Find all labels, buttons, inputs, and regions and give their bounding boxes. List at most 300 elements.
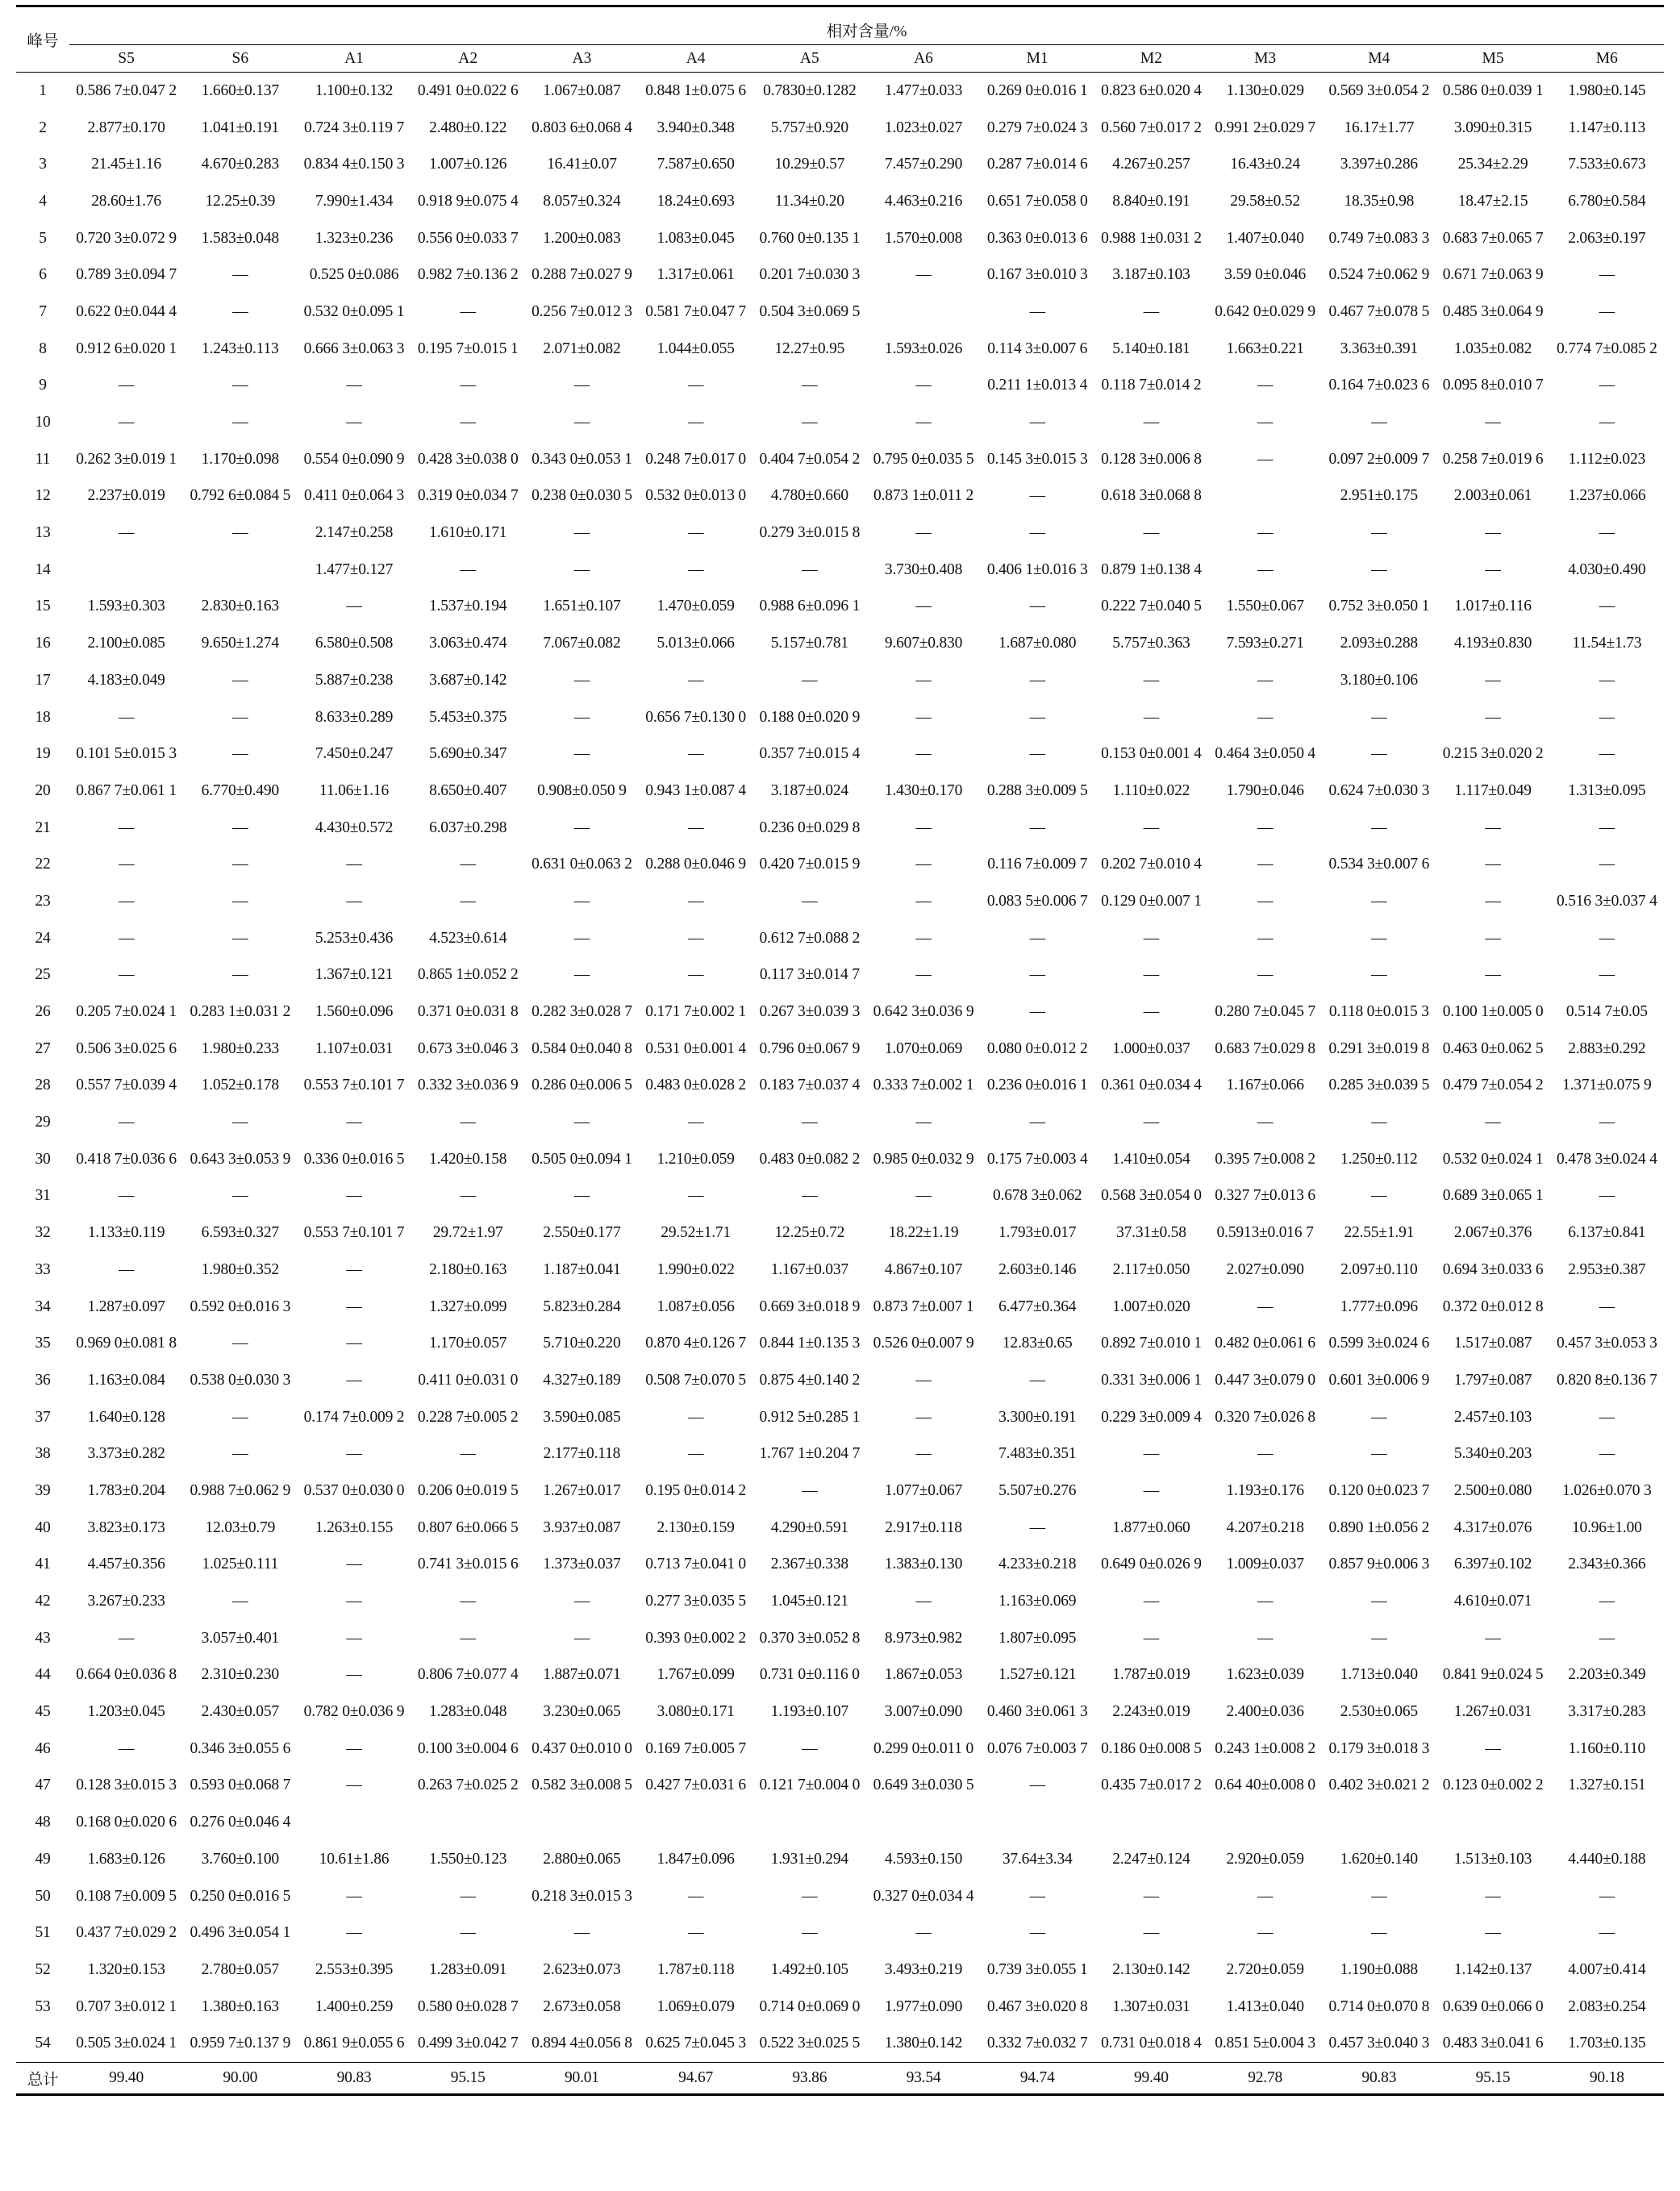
value-cell: — [915, 1445, 932, 1463]
value-cell: 0.279 7±0.024 3 [986, 119, 1088, 136]
value-cell: 0.599 3±0.024 6 [1328, 1335, 1430, 1352]
peak-number-cell: 13 [35, 524, 51, 542]
peak-number-cell: 17 [35, 671, 51, 689]
peak-number-cell: 51 [35, 1924, 51, 1942]
value-cell: 0.267 3±0.039 3 [759, 1003, 861, 1021]
value-cell: 0.531 0±0.001 4 [645, 1039, 746, 1057]
value-cell: — [1143, 302, 1160, 320]
value-cell: 2.553±0.395 [315, 1960, 394, 1978]
value-cell: 1.683±0.126 [87, 1850, 165, 1868]
value-cell: 0.164 7±0.023 6 [1328, 377, 1430, 394]
column-header-s5: S5 [69, 45, 183, 73]
value-cell: — [232, 819, 248, 836]
value-cell: — [1485, 671, 1501, 689]
value-cell: 0.894 4±0.056 8 [532, 2035, 632, 2052]
value-cell: 3.363±0.391 [1340, 339, 1418, 357]
peak-number-cell: 39 [35, 1481, 51, 1499]
value-cell: 0.186 0±0.008 5 [1101, 1739, 1202, 1757]
value-cell: 1.267±0.017 [543, 1481, 621, 1499]
value-cell [866, 1804, 980, 1841]
value-cell: 2.500±0.080 [1453, 1481, 1532, 1499]
value-cell: 0.774 7±0.085 2 [1556, 339, 1657, 357]
value-cell: 1.327±0.151 [1568, 1777, 1646, 1794]
value-cell: 22.55±1.91 [1344, 1224, 1415, 1242]
value-cell: 2.063±0.197 [1568, 229, 1646, 247]
value-cell: — [232, 377, 248, 394]
value-cell: — [346, 1593, 362, 1610]
value-cell: — [1029, 819, 1045, 836]
value-cell: 3.090±0.315 [1453, 119, 1532, 136]
value-cell: 1.713±0.040 [1340, 1666, 1418, 1684]
value-cell: — [687, 819, 704, 836]
value-cell: 0.129 0±0.007 1 [1101, 892, 1202, 910]
value-cell: 0.457 3±0.040 3 [1328, 2035, 1430, 2052]
peak-number-cell: 31 [35, 1187, 51, 1205]
value-cell: 0.283 1±0.031 2 [190, 1003, 291, 1021]
value-cell: — [1599, 1408, 1615, 1426]
value-cell: 0.514 7±0.05 [1565, 1003, 1648, 1021]
table-row [16, 552, 1664, 589]
value-cell: 0.168 0±0.020 6 [76, 1814, 177, 1831]
value-cell: 1.373±0.037 [543, 1556, 621, 1573]
total-value-cell: 95.15 [1436, 2063, 1549, 2095]
value-cell: — [346, 856, 362, 873]
value-cell: — [1257, 856, 1274, 873]
value-cell: — [232, 745, 248, 763]
value-cell: 0.624 7±0.030 3 [1328, 781, 1430, 799]
value-cell: — [1371, 560, 1387, 578]
value-cell: 2.310±0.230 [201, 1666, 279, 1684]
value-cell: 1.323±0.236 [315, 229, 394, 247]
value-cell: 1.980±0.352 [201, 1260, 279, 1278]
value-cell: — [232, 1335, 248, 1352]
peak-number-cell: 27 [35, 1039, 51, 1057]
value-cell: 0.457 3±0.053 3 [1556, 1335, 1657, 1352]
value-cell: 1.477±0.033 [884, 81, 963, 99]
peak-number-cell: 16 [35, 635, 51, 652]
value-cell: 0.332 3±0.036 9 [417, 1077, 519, 1094]
value-cell: 1.267±0.031 [1453, 1703, 1532, 1721]
value-cell: — [1143, 1003, 1160, 1021]
value-cell: 0.215 3±0.020 2 [1442, 745, 1544, 763]
value-cell: 11.06±1.16 [319, 781, 389, 799]
value-cell: — [118, 1114, 135, 1131]
value-cell: — [915, 1187, 932, 1205]
peak-number-cell: 4 [39, 192, 47, 210]
value-cell: 0.167 3±0.010 3 [986, 266, 1088, 284]
value-cell: — [346, 1739, 362, 1757]
column-header-m2: M2 [1094, 45, 1208, 73]
value-cell: 0.114 3±0.007 6 [987, 339, 1088, 357]
value-cell: 8.840±0.191 [1112, 192, 1190, 210]
value-cell: 0.988 6±0.096 1 [759, 598, 861, 615]
value-cell: 0.643 3±0.053 9 [190, 1150, 291, 1168]
value-cell: 1.041±0.191 [201, 119, 279, 136]
value-cell: 3.730±0.408 [884, 560, 963, 578]
value-cell: 7.533±0.673 [1568, 156, 1646, 173]
value-cell: — [346, 1666, 362, 1684]
value-cell: 0.553 7±0.101 7 [303, 1224, 405, 1242]
table-row [16, 993, 1664, 1031]
value-cell: 0.101 5±0.015 3 [76, 745, 177, 763]
value-cell: — [1029, 1518, 1045, 1536]
value-cell: 2.917±0.118 [885, 1518, 962, 1536]
value-cell: 1.513±0.103 [1453, 1850, 1532, 1868]
value-cell: — [1599, 1924, 1615, 1942]
value-cell: — [346, 1114, 362, 1131]
table-row [16, 1325, 1664, 1362]
value-cell: — [1371, 1924, 1387, 1942]
value-cell: 2.550±0.177 [543, 1224, 621, 1242]
value-cell: 0.678 3±0.062 [992, 1187, 1082, 1205]
value-cell: 7.450±0.247 [315, 745, 394, 763]
value-cell: 1.407±0.040 [1226, 229, 1304, 247]
value-cell: 0.276 0±0.046 4 [190, 1814, 291, 1831]
value-cell: 0.625 7±0.045 3 [645, 2035, 746, 2052]
value-cell: — [915, 929, 932, 947]
value-cell: — [1029, 966, 1045, 984]
value-cell: 8.057±0.324 [543, 192, 621, 210]
total-label: 总计 [16, 2063, 69, 2095]
value-cell: 1.550±0.067 [1226, 598, 1304, 615]
value-cell: — [1599, 1593, 1615, 1610]
value-cell: — [118, 524, 135, 542]
value-cell: — [1485, 524, 1501, 542]
value-cell: 1.651±0.107 [543, 598, 621, 615]
value-cell: — [232, 1114, 248, 1131]
value-cell: 2.071±0.082 [543, 339, 621, 357]
value-cell: 0.803 6±0.068 4 [532, 119, 632, 136]
value-cell: — [687, 745, 704, 763]
value-cell: 0.988 1±0.031 2 [1101, 229, 1202, 247]
value-cell: 0.857 9±0.006 3 [1328, 1556, 1430, 1573]
value-cell: — [1485, 856, 1501, 873]
value-cell: 2.830±0.163 [201, 598, 279, 615]
value-cell: 1.790±0.046 [1226, 781, 1304, 799]
table-row [16, 883, 1664, 920]
table-row [16, 294, 1664, 331]
value-cell: 2.883±0.292 [1568, 1039, 1646, 1057]
value-cell: 0.404 7±0.054 2 [759, 450, 861, 468]
value-cell: — [1143, 708, 1160, 726]
value-cell: — [1143, 1629, 1160, 1647]
value-cell: 3.063±0.474 [429, 635, 507, 652]
value-cell: 0.116 7±0.009 7 [987, 856, 1088, 873]
value-cell: — [915, 892, 932, 910]
peak-number-cell: 36 [35, 1371, 51, 1389]
value-cell: 0.534 3±0.007 6 [1328, 856, 1430, 873]
value-cell: — [1599, 1114, 1615, 1131]
value-cell: 0.618 3±0.068 8 [1101, 487, 1202, 505]
value-cell: 3.940±0.348 [657, 119, 735, 136]
value-cell [525, 1804, 639, 1841]
value-cell: 0.823 6±0.020 4 [1101, 81, 1202, 99]
value-cell: 1.550±0.123 [429, 1850, 507, 1868]
value-cell: 1.147±0.113 [1568, 119, 1646, 136]
value-cell: 0.145 3±0.015 3 [986, 450, 1088, 468]
value-cell: 0.612 7±0.088 2 [759, 929, 861, 947]
value-cell: — [460, 892, 476, 910]
value-cell: 1.052±0.178 [201, 1077, 279, 1094]
value-cell: — [687, 524, 704, 542]
value-cell: 0.601 3±0.006 9 [1328, 1371, 1430, 1389]
value-cell: 0.128 3±0.006 8 [1101, 450, 1202, 468]
value-cell [297, 1804, 411, 1841]
table-row [16, 810, 1664, 847]
value-cell: — [1485, 1629, 1501, 1647]
value-cell: 2.953±0.387 [1568, 1260, 1646, 1278]
value-cell: 1.107±0.031 [315, 1039, 394, 1057]
value-cell: 0.683 7±0.065 7 [1442, 229, 1544, 247]
value-cell: — [1257, 1629, 1274, 1647]
value-cell: 18.22±1.19 [888, 1224, 959, 1242]
value-cell: 0.651 7±0.058 0 [986, 192, 1088, 210]
value-cell: 1.142±0.137 [1453, 1960, 1532, 1978]
table-row [16, 2025, 1664, 2062]
value-cell: 5.253±0.436 [315, 929, 394, 947]
value-cell: 4.523±0.614 [429, 929, 507, 947]
value-cell: 0.402 3±0.021 2 [1328, 1777, 1430, 1794]
value-cell: 1.400±0.259 [315, 1997, 394, 2015]
value-cell: 16.43±0.24 [1230, 156, 1300, 173]
value-cell: 6.037±0.298 [429, 819, 507, 836]
value-cell: — [1257, 450, 1274, 468]
value-cell: 0.437 7±0.029 2 [76, 1924, 177, 1942]
table-row [16, 1362, 1664, 1399]
value-cell: — [1143, 1445, 1160, 1463]
value-cell: — [1599, 819, 1615, 836]
value-cell: 1.593±0.026 [884, 339, 963, 357]
value-cell: — [802, 377, 818, 394]
value-cell: 1.420±0.158 [429, 1150, 507, 1168]
value-cell: 1.023±0.027 [884, 119, 963, 136]
value-cell: — [915, 598, 932, 615]
value-cell: 2.180±0.163 [429, 1260, 507, 1278]
value-cell: 0.873 7±0.007 1 [873, 1298, 974, 1315]
value-cell: 1.210±0.059 [657, 1150, 735, 1168]
value-cell: 0.870 4±0.126 7 [645, 1335, 746, 1352]
peak-number-cell: 6 [39, 266, 47, 284]
value-cell: 0.792 6±0.084 5 [190, 487, 291, 505]
value-cell: — [1143, 671, 1160, 689]
value-cell: 0.411 0±0.064 3 [304, 487, 404, 505]
peak-number-cell: 1 [39, 81, 47, 99]
value-cell: — [460, 414, 476, 431]
value-cell: — [1371, 966, 1387, 984]
value-cell: 1.243±0.113 [202, 339, 279, 357]
peak-number-cell: 50 [35, 1887, 51, 1905]
value-cell: 1.413±0.040 [1226, 1997, 1304, 2015]
value-cell: — [687, 377, 704, 394]
value-cell: 1.313±0.095 [1568, 781, 1646, 799]
value-cell: 0.256 7±0.012 3 [532, 302, 632, 320]
column-header-a6: A6 [866, 45, 980, 73]
value-cell: 0.664 0±0.036 8 [76, 1666, 177, 1684]
value-cell [1094, 1804, 1208, 1841]
value-cell: 0.642 0±0.029 9 [1215, 302, 1315, 320]
value-cell: 6.397±0.102 [1453, 1556, 1532, 1573]
value-cell: 0.483 0±0.082 2 [759, 1150, 861, 1168]
value-cell: 1.327±0.099 [429, 1298, 507, 1315]
value-cell: 1.133±0.119 [87, 1224, 165, 1242]
column-header-m6: M6 [1550, 45, 1664, 73]
value-cell: 0.100 1±0.005 0 [1442, 1003, 1544, 1021]
table-row [16, 1141, 1664, 1178]
value-cell: 3.187±0.103 [1112, 266, 1190, 284]
peak-number-cell: 14 [35, 560, 51, 578]
value-cell: 0.117 3±0.014 7 [759, 966, 860, 984]
value-cell: 0.982 7±0.136 2 [417, 266, 519, 284]
value-cell: — [915, 1593, 932, 1610]
peak-number-cell: 34 [35, 1298, 51, 1315]
value-cell: — [460, 302, 476, 320]
value-cell: — [1599, 1445, 1615, 1463]
column-header-m1: M1 [981, 45, 1094, 73]
value-cell: 0.714 0±0.069 0 [759, 1997, 861, 2015]
value-cell: 0.332 7±0.032 7 [986, 2035, 1088, 2052]
value-cell: 4.463±0.216 [884, 192, 963, 210]
table-row [16, 735, 1664, 773]
value-cell: 2.673±0.058 [543, 1997, 621, 2015]
value-cell: — [346, 598, 362, 615]
value-cell: — [232, 892, 248, 910]
value-cell: — [118, 929, 135, 947]
value-cell: — [1029, 1114, 1045, 1131]
column-header-a5: A5 [752, 45, 866, 73]
value-cell: — [232, 929, 248, 947]
value-cell: 0.205 7±0.024 1 [76, 1003, 177, 1021]
relative-content-table [16, 5, 1664, 2096]
peak-number-cell: 32 [35, 1224, 51, 1242]
value-cell: 4.867±0.107 [884, 1260, 963, 1278]
value-cell: 1.877±0.060 [1112, 1518, 1190, 1536]
value-cell: 0.671 7±0.063 9 [1442, 266, 1544, 284]
total-value-cell: 99.40 [69, 2063, 183, 2095]
value-cell: 0.861 9±0.055 6 [303, 2035, 405, 2052]
value-cell: 0.724 3±0.119 7 [304, 119, 404, 136]
value-cell: — [346, 892, 362, 910]
value-cell: — [1257, 671, 1274, 689]
value-cell: — [687, 671, 704, 689]
value-cell: 4.007±0.414 [1568, 1960, 1646, 1978]
value-cell: — [1029, 524, 1045, 542]
value-cell: 2.780±0.057 [201, 1960, 279, 1978]
value-cell: — [1485, 1924, 1501, 1942]
value-cell: — [1029, 598, 1045, 615]
value-cell: 0.760 0±0.135 1 [759, 229, 861, 247]
value-cell: 29.58±0.52 [1230, 192, 1300, 210]
value-cell: 0.464 3±0.050 4 [1215, 745, 1315, 763]
value-cell: — [1371, 745, 1387, 763]
value-cell: 1.130±0.029 [1226, 81, 1304, 99]
table-row [16, 1583, 1664, 1620]
value-cell: — [802, 671, 818, 689]
value-cell: 0.395 7±0.008 2 [1215, 1150, 1315, 1168]
value-cell: — [1257, 1924, 1274, 1942]
value-cell [866, 294, 980, 331]
value-cell: 0.169 7±0.005 7 [645, 1739, 746, 1757]
value-cell: 0.288 7±0.027 9 [532, 266, 632, 284]
peak-number-header: 峰号 [16, 6, 69, 73]
value-cell: — [1599, 1887, 1615, 1905]
value-cell: 0.560 7±0.017 2 [1101, 119, 1202, 136]
value-cell: — [346, 1335, 362, 1352]
value-cell: 0.851 5±0.004 3 [1215, 2035, 1315, 2052]
value-cell: 5.757±0.920 [770, 119, 848, 136]
column-header-m5: M5 [1436, 45, 1549, 73]
value-cell: 1.044±0.055 [657, 339, 735, 357]
value-cell [183, 552, 297, 589]
table-row [16, 1435, 1664, 1472]
value-cell: — [460, 1593, 476, 1610]
value-cell: 12.27±0.95 [774, 339, 845, 357]
value-cell: 0.372 0±0.012 8 [1442, 1298, 1544, 1315]
value-cell: 0.631 0±0.063 2 [532, 856, 632, 873]
table-row [16, 368, 1664, 405]
value-cell: — [232, 302, 248, 320]
value-cell: 3.590±0.085 [543, 1408, 621, 1426]
value-cell: 1.367±0.121 [315, 966, 394, 984]
value-cell: 0.437 0±0.010 0 [532, 1739, 632, 1757]
value-cell: 4.780±0.660 [770, 487, 848, 505]
value-cell: 0.123 0±0.002 2 [1442, 1777, 1544, 1794]
value-cell: — [573, 929, 590, 947]
value-cell: — [346, 1371, 362, 1389]
value-cell: — [1257, 929, 1274, 947]
value-cell: 1.980±0.145 [1568, 81, 1646, 99]
value-cell: 0.118 0±0.015 3 [1328, 1003, 1429, 1021]
value-cell: 0.714 0±0.070 8 [1328, 1997, 1430, 2015]
value-cell: — [1257, 708, 1274, 726]
value-cell: — [687, 1445, 704, 1463]
value-cell: — [460, 856, 476, 873]
value-cell: 0.262 3±0.019 1 [76, 450, 177, 468]
table-row [16, 1472, 1664, 1510]
value-cell: — [232, 414, 248, 431]
peak-number-cell: 38 [35, 1445, 51, 1463]
value-cell: — [802, 414, 818, 431]
value-cell: 0.097 2±0.009 7 [1328, 450, 1430, 468]
value-cell: — [346, 377, 362, 394]
value-cell: 0.782 0±0.036 9 [303, 1703, 405, 1721]
value-cell: 1.069±0.079 [657, 1997, 735, 2015]
column-header-a4: A4 [639, 45, 752, 73]
value-cell: 29.52±1.71 [661, 1224, 731, 1242]
value-cell: — [915, 708, 932, 726]
value-cell: 0.327 7±0.013 6 [1215, 1187, 1315, 1205]
value-cell: 0.420 7±0.015 9 [759, 856, 861, 873]
value-cell: — [1257, 560, 1274, 578]
value-cell: 2.880±0.065 [543, 1850, 621, 1868]
value-cell: — [346, 1187, 362, 1205]
value-cell [981, 1804, 1094, 1841]
value-cell: 8.650±0.407 [429, 781, 507, 799]
value-cell: 0.287 7±0.014 6 [986, 156, 1088, 173]
table-row [16, 773, 1664, 810]
value-cell: — [1599, 302, 1615, 320]
value-cell: 0.460 3±0.061 3 [986, 1703, 1088, 1721]
value-cell: 1.163±0.084 [87, 1371, 165, 1389]
value-cell: — [1257, 892, 1274, 910]
value-cell: 2.130±0.159 [657, 1518, 735, 1536]
value-cell: — [1485, 1739, 1501, 1757]
value-cell: 12.25±0.72 [774, 1224, 845, 1242]
value-cell: 0.118 7±0.014 2 [1101, 377, 1202, 394]
value-cell: 1.610±0.171 [429, 524, 507, 542]
value-cell: 0.483 3±0.041 6 [1442, 2035, 1544, 2052]
value-cell: 0.363 0±0.013 6 [986, 229, 1088, 247]
value-cell: 8.973±0.982 [884, 1629, 963, 1647]
